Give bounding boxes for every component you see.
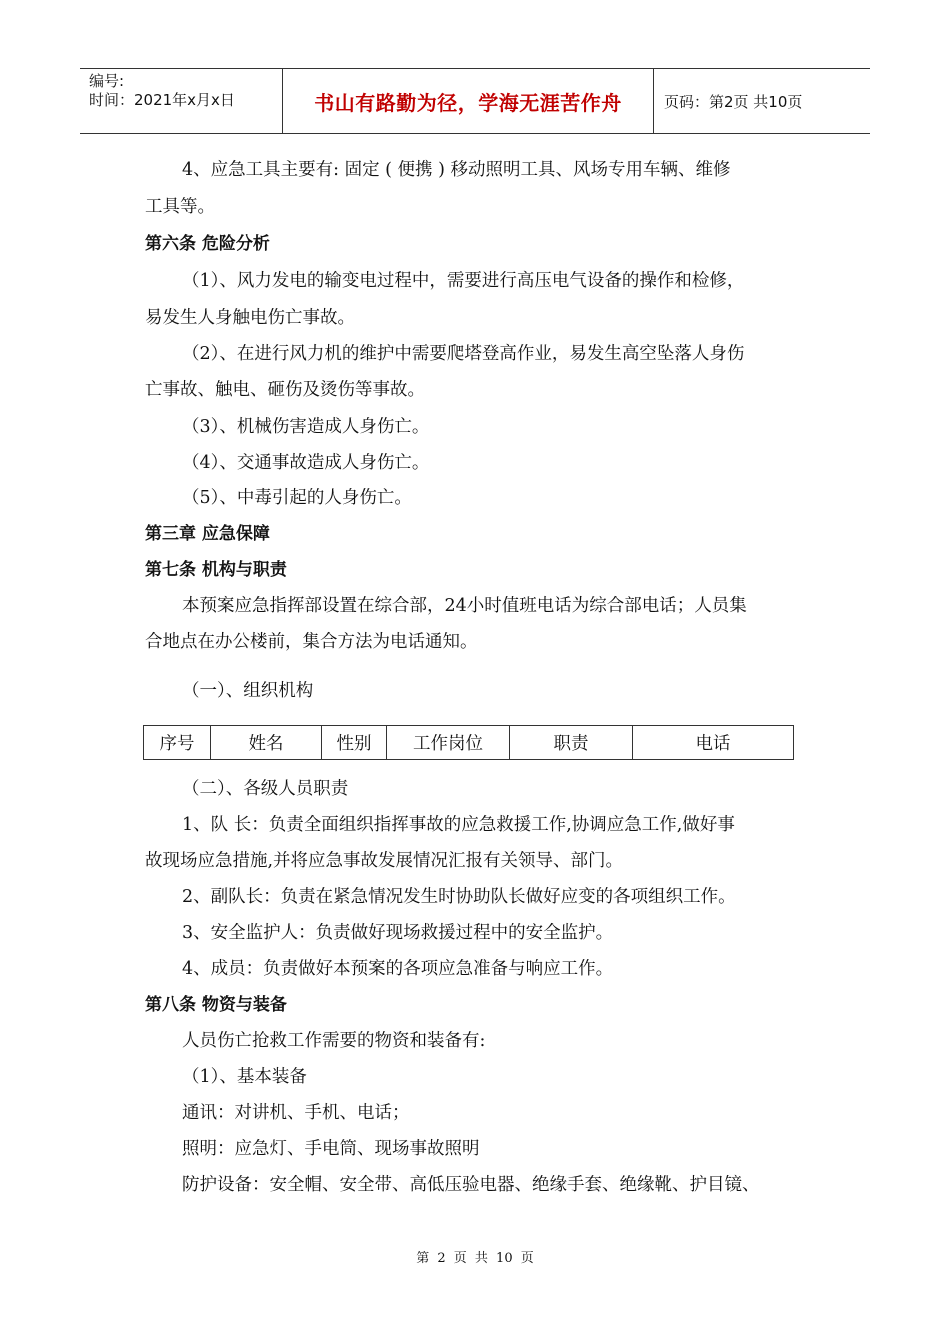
- table-header-cell: 职责: [510, 726, 633, 760]
- paragraph-line: （2）、在进行风力机的维护中需要爬塔登高作业，易发生高空坠落人身伤: [182, 344, 745, 364]
- paragraph-line: 2、副队长：负责在紧急情况发生时协助队长做好应变的各项组织工作。: [182, 887, 736, 907]
- paragraph-line: （1）、基本装备: [182, 1067, 307, 1087]
- paragraph-line: 4、应急工具主要有: 固定 ( 便携 ) 移动照明工具、风场专用车辆、维修: [182, 160, 731, 180]
- chapter-heading: 第三章 应急保障: [145, 524, 270, 544]
- paragraph-line: 合地点在办公楼前，集合方法为电话通知。: [145, 632, 478, 652]
- paragraph-line: 照明：应急灯、手电筒、现场事故照明: [182, 1139, 480, 1159]
- article-heading: 第八条 物资与装备: [145, 995, 287, 1015]
- paragraph-line: 通讯：对讲机、手机、电话；: [182, 1103, 410, 1123]
- table-header-cell: 电话: [633, 726, 794, 760]
- paragraph-line: 防护设备：安全帽、安全带、高低压验电器、绝缘手套、绝缘靴、护目镜、: [182, 1175, 760, 1195]
- paragraph-line: 4、成员：负责做好本预案的各项应急准备与响应工作。: [182, 959, 614, 979]
- paragraph-line: 工具等。: [145, 197, 215, 217]
- document-date-label: 时间：2021年x月x日: [89, 91, 235, 109]
- header-meta: [80, 69, 282, 133]
- paragraph-line: 亡事故、触电、砸伤及烫伤等事故。: [145, 380, 425, 400]
- page-footer: 第 2 页 共 10 页: [416, 1251, 534, 1266]
- paragraph-line: 故现场应急措施,并将应急事故发展情况汇报有关领导、部门。: [145, 851, 624, 871]
- table-header-cell: 性别: [322, 726, 387, 760]
- paragraph-line: （4）、交通事故造成人身伤亡。: [182, 453, 430, 473]
- table-header-row: [144, 726, 794, 760]
- page-header: [80, 68, 870, 134]
- paragraph-line: （3）、机械伤害造成人身伤亡。: [182, 417, 430, 437]
- paragraph-line: 3、安全监护人：负责做好现场救援过程中的安全监护。: [182, 923, 614, 943]
- article-heading: 第七条 机构与职责: [145, 560, 287, 580]
- table-header-cell: 工作岗位: [387, 726, 510, 760]
- section-heading: （二）、各级人员职责: [182, 779, 349, 799]
- article-heading: 第六条 危险分析: [145, 234, 270, 254]
- header-motto: 书山有路勤为径，学海无涯苦作舟: [282, 69, 654, 133]
- document-number-label: 编号:: [89, 72, 125, 90]
- paragraph-line: 易发生人身触电伤亡事故。: [145, 308, 355, 328]
- paragraph-line: （5）、中毒引起的人身伤亡。: [182, 488, 412, 508]
- section-heading: （一）、组织机构: [182, 681, 314, 701]
- table-header-cell: 序号: [144, 726, 211, 760]
- paragraph-line: 人员伤亡抢救工作需要的物资和装备有:: [182, 1031, 486, 1051]
- table-header-cell: 姓名: [211, 726, 322, 760]
- header-page-number: 页码：第2页 共10页: [664, 92, 803, 111]
- paragraph-line: （1）、风力发电的输变电过程中，需要进行高压电气设备的操作和检修，: [182, 271, 745, 291]
- paragraph-line: 本预案应急指挥部设置在综合部，24小时值班电话为综合部电话；人员集: [182, 596, 747, 616]
- paragraph-line: 1、队 长：负责全面组织指挥事故的应急救援工作,协调应急工作,做好事: [182, 815, 735, 835]
- organization-table: [143, 725, 794, 760]
